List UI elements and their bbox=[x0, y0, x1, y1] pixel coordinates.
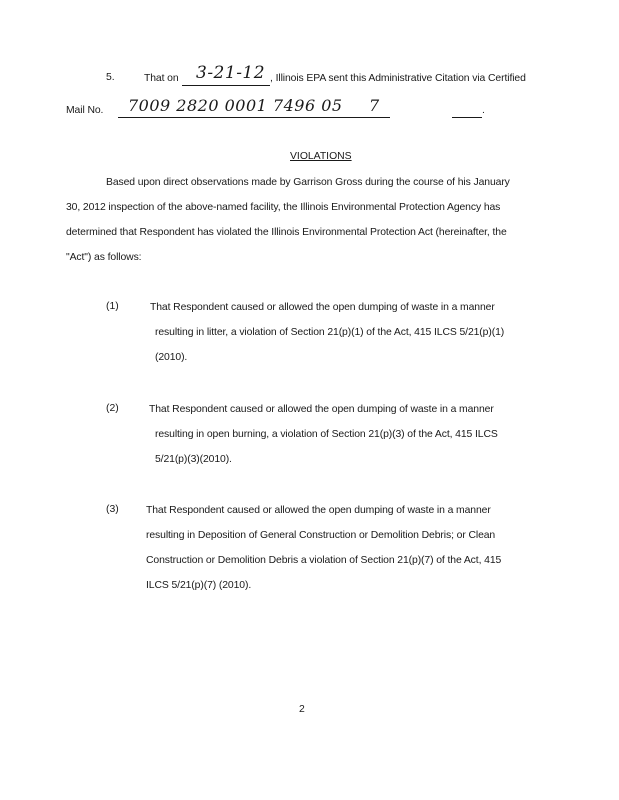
violation-3-line-1: That Respondent caused or allowed the open dumping of waste in a manner bbox=[146, 505, 491, 516]
violation-3-line-2: resulting in Deposition of General Construction or Demolition Debris; or Clean bbox=[146, 530, 496, 541]
intro-line-3: determined that Respondent has violated the Illinois Environmental Protection Act (hereinafter, the bbox=[66, 227, 507, 238]
violation-2-number: (2) bbox=[106, 403, 119, 414]
violations-heading: VIOLATIONS bbox=[290, 151, 352, 162]
violation-2-line-3: 5/21(p)(3)(2010). bbox=[155, 454, 232, 465]
item-5-that-on: That on bbox=[144, 73, 179, 84]
page-number: 2 bbox=[299, 704, 305, 715]
mail-line-period: . bbox=[482, 105, 485, 116]
violation-2-line-1: That Respondent caused or allowed the open dumping of waste in a manner bbox=[149, 404, 494, 415]
mail-number-underline bbox=[118, 117, 390, 118]
violation-3-number: (3) bbox=[106, 504, 119, 515]
violation-1-number: (1) bbox=[106, 301, 119, 312]
violation-3-line-3: Construction or Demolition Debris a violation of Section 21(p)(7) of the Act, 415 bbox=[146, 555, 502, 566]
item-5-sentence: , Illinois EPA sent this Administrative Citation via Certified bbox=[270, 73, 526, 84]
item-5-number: 5. bbox=[106, 72, 115, 83]
intro-line-4: "Act") as follows: bbox=[66, 252, 142, 263]
mail-label: Mail No. bbox=[66, 105, 104, 116]
violation-1-line-3: (2010). bbox=[155, 352, 188, 363]
date-underline bbox=[182, 85, 270, 86]
violation-2-line-2: resulting in open burning, a violation of Section 21(p)(3) of the Act, 415 ILCS bbox=[155, 429, 498, 440]
violation-3-line-4: ILCS 5/21(p)(7) (2010). bbox=[146, 580, 252, 591]
violation-1-line-2: resulting in litter, a violation of Section 21(p)(1) of the Act, 415 ILCS 5/21(p)(1) bbox=[155, 327, 505, 338]
mail-number-blank-underline bbox=[452, 117, 482, 118]
handwritten-mail-number: 7009 2820 0001 7496 05 bbox=[128, 96, 343, 115]
violation-1-line-1: That Respondent caused or allowed the open dumping of waste in a manner bbox=[150, 302, 495, 313]
intro-line-1: Based upon direct observations made by Garrison Gross during the course of his January bbox=[106, 177, 510, 188]
handwritten-mail-number-suffix: 7 bbox=[369, 96, 380, 115]
intro-line-2: 30, 2012 inspection of the above-named facility, the Illinois Environmental Protection Agency has bbox=[66, 202, 501, 213]
handwritten-date: 3-21-12 bbox=[196, 63, 266, 83]
